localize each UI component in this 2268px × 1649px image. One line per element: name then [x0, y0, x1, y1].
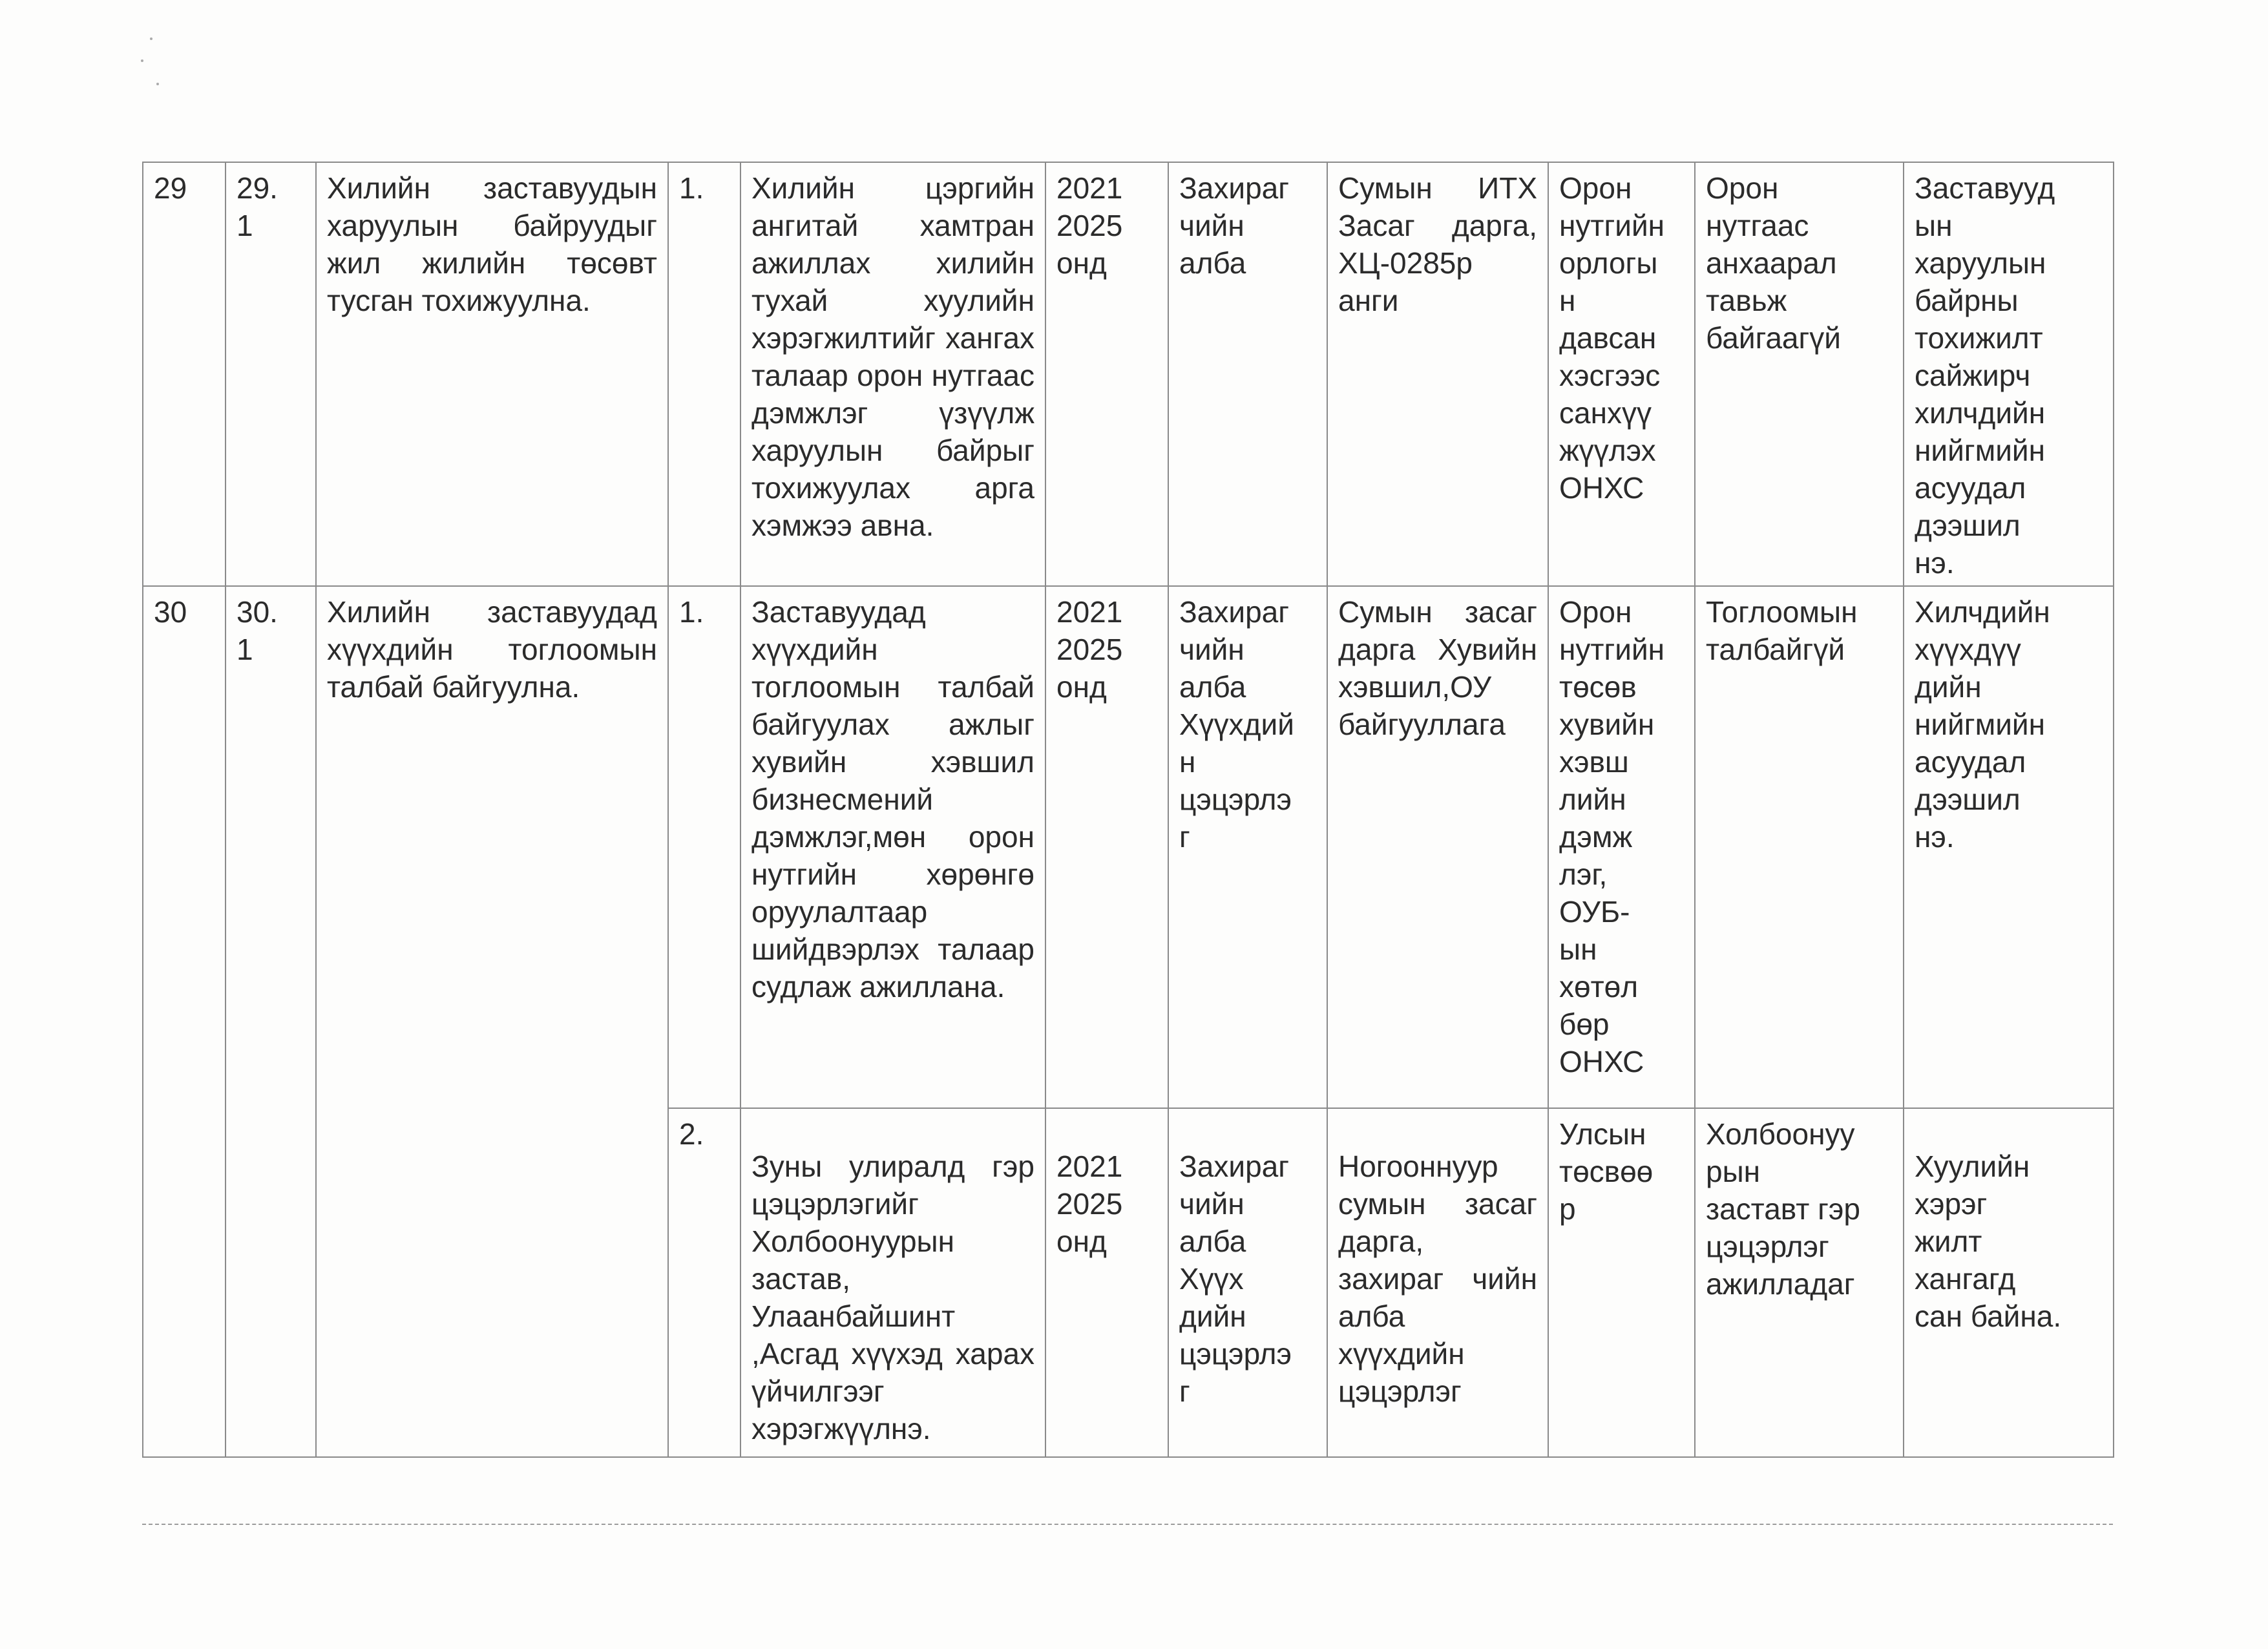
activity-cell: Зуны улиралд гэр цэцэрлэгийг Холбоонуурын застав, Улаанбайшинт ,Асгад хүүхэд харах үйчилгээг хэрэгжүүлнэ. — [740, 1108, 1045, 1457]
responsible-cell: Захираг чийн алба Хүүхдий н цэцэрлэ г — [1168, 586, 1327, 1108]
funding-cell: Орон нутгийн орлогы н давсан хэсгээс санхүү жүүлэх ОНХС — [1548, 162, 1695, 586]
scan-speck — [150, 37, 152, 40]
period-cell: 2021 2025 онд — [1045, 1108, 1168, 1457]
result-cell: Хуулийн хэрэг жилт хангагд сан байна. — [1904, 1108, 2114, 1457]
footer-divider — [142, 1524, 2113, 1525]
table-row — [143, 162, 2114, 586]
baseline-cell: Тоглоомын талбайгүй — [1695, 586, 1904, 1108]
scan-speck — [141, 59, 143, 62]
funding-cell: Орон нутгийн төсөв хувийн хэвш лийн дэмж лэг, ОУБ- ын хөтөл бөр ОНХС — [1548, 586, 1695, 1108]
baseline-cell: Холбоонуу рын заставт гэр цэцэрлэг ажилладаг — [1695, 1108, 1904, 1457]
goal-cell: Хилийн заставуудын харуулын байруудыг жил жилийн төсөвт тусган тохижуулна. — [316, 162, 668, 586]
goal-cell: Хилийн заставуудад хүүхдийн тоглоомын талбай байгуулна. — [316, 586, 668, 1457]
table-row — [143, 586, 2114, 1108]
task-index: 1. — [668, 586, 740, 1108]
baseline-cell: Орон нутгаас анхаарал тавьж байгаагүй — [1695, 162, 1904, 586]
task-index: 1. — [668, 162, 740, 586]
scan-speck — [156, 83, 159, 85]
plan-table — [142, 162, 2114, 1458]
activity-cell: Хилийн цэргийн ангитай хамтран ажиллах хилийн тухай хуулийн хэрэгжилтийг хангах талаар орон нутгаас дэмжлэг үзүүлж харуулын байрыг тохижуулах арга хэмжээ авна. — [740, 162, 1045, 586]
row-number: 30 — [143, 586, 226, 1457]
period-cell: 2021 2025 онд — [1045, 586, 1168, 1108]
result-cell: Хилчдийн хүүхдүү дийн нийгмийн асуудал дээшил нэ. — [1904, 586, 2114, 1108]
row-number: 29 — [143, 162, 226, 586]
responsible-cell: Захираг чийн алба — [1168, 162, 1327, 586]
sub-number: 29. 1 — [226, 162, 316, 586]
sub-number: 30. 1 — [226, 586, 316, 1457]
responsible-cell: Захираг чийн алба Хүүх дийн цэцэрлэ г — [1168, 1108, 1327, 1457]
partners-cell: Сумын ИТХ Засаг дарга, ХЦ-0285р анги — [1327, 162, 1548, 586]
result-cell: Заставууд ын харуулын байрны тохижилт сайжирч хилчдийн нийгмийн асуудал дээшил нэ. — [1904, 162, 2114, 586]
activity-cell: Заставуудад хүүхдийн тоглоомын талбай байгуулах ажлыг хувийн хэвшил бизнесмений дэмжлэг,мөн орон нутгийн хөрөнгө оруулалтаар шийдвэрлэх талаар судлаж ажиллана. — [740, 586, 1045, 1108]
task-index: 2. — [668, 1108, 740, 1457]
funding-cell: Улсын төсвөө р — [1548, 1108, 1695, 1457]
period-cell: 2021 2025 онд — [1045, 162, 1168, 586]
partners-cell: Сумын засаг дарга Хувийн хэвшил,ОУ байгууллага — [1327, 586, 1548, 1108]
partners-cell: Ногооннуур сумын засаг дарга, захираг чийн алба хүүхдийн цэцэрлэг — [1327, 1108, 1548, 1457]
